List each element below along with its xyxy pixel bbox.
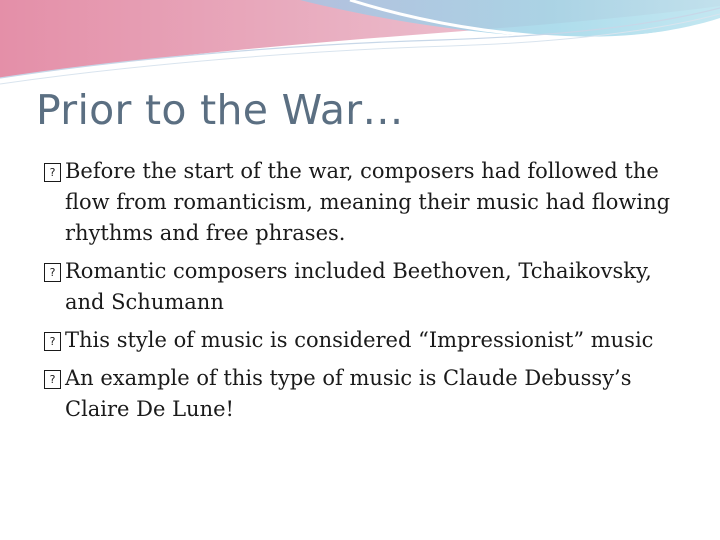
bullet-item <box>44 256 684 318</box>
bullet-marker-icon: ? <box>44 370 61 389</box>
bullet-list <box>44 156 684 432</box>
page-title: Prior to the War… <box>36 86 404 134</box>
bullet-text: Before the start of the war, composers had followed the flow from romanticism, meaning their music had flowing rhythms and free phrases. <box>65 159 671 245</box>
bullet-text: This style of music is considered “Impressionist” music <box>65 328 654 352</box>
bullet-text: An example of this type of music is Claude Debussy’s Claire De Lune! <box>65 366 632 421</box>
bullet-marker-icon: ? <box>44 163 61 182</box>
bullet-item <box>44 325 684 356</box>
bullet-item <box>44 363 684 425</box>
bullet-marker-icon: ? <box>44 332 61 351</box>
bullet-item <box>44 156 684 249</box>
bullet-text: Romantic composers included Beethoven, Tchaikovsky, and Schumann <box>65 259 652 314</box>
bullet-marker-icon: ? <box>44 263 61 282</box>
